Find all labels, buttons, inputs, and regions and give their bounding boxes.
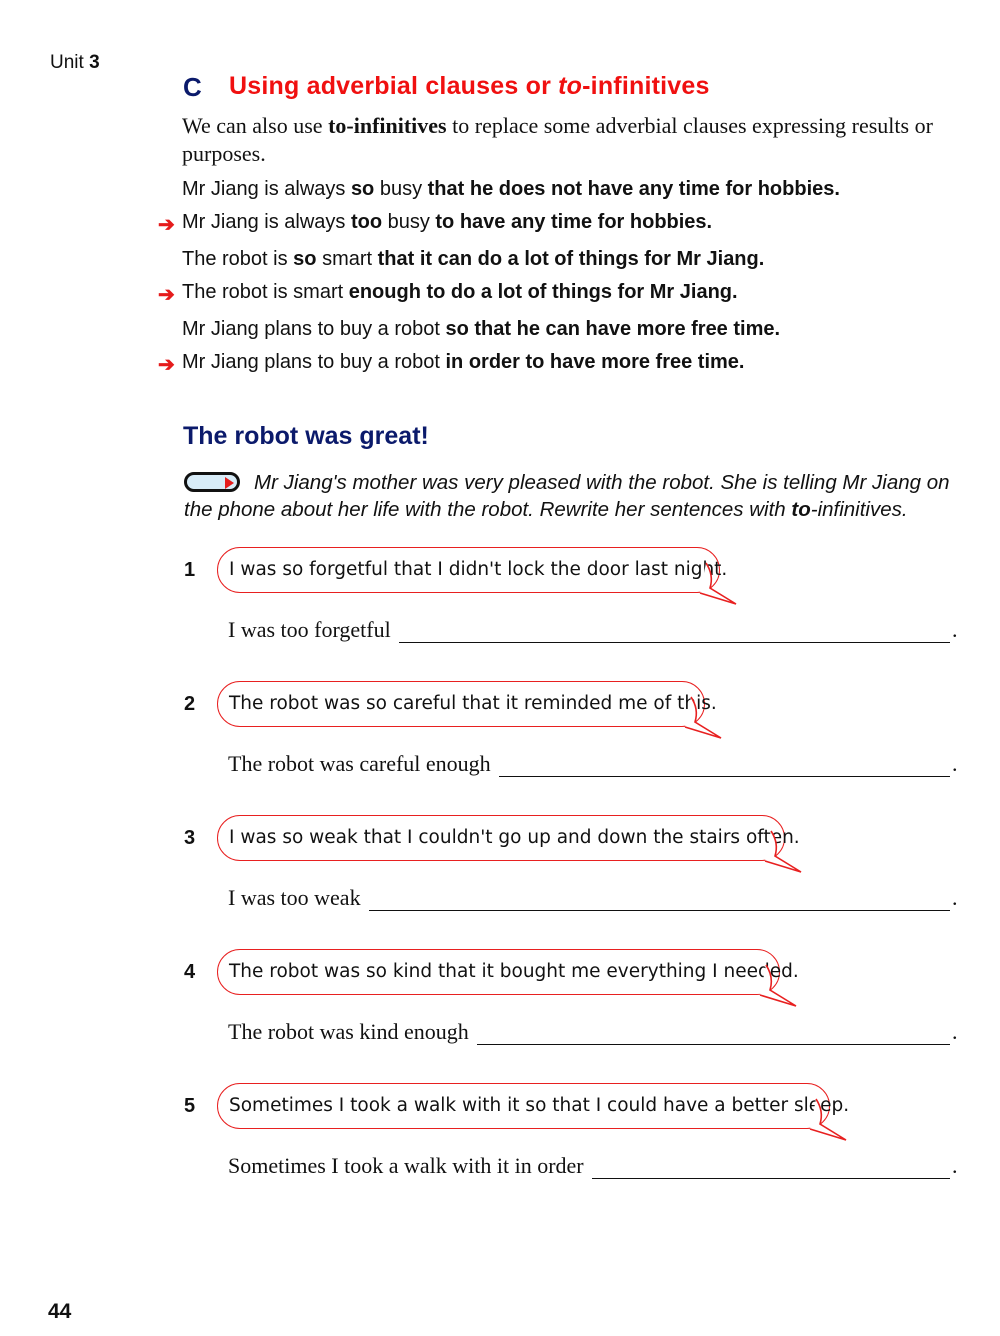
bubble-tail xyxy=(691,697,731,737)
bubble-tail xyxy=(706,563,746,603)
bubble-tail xyxy=(771,831,811,871)
answer-row xyxy=(228,751,958,777)
unit-number: 3 xyxy=(89,52,100,73)
arrow-icon: ➔ xyxy=(158,214,175,236)
answer-prompt: The robot was careful enough xyxy=(228,751,491,776)
instruction-bold: to xyxy=(791,498,811,521)
bubble-sentence: I was so forgetful that I didn't lock the door last night. xyxy=(229,559,728,580)
arrow-icon: ➔ xyxy=(158,354,175,376)
bubble-tail xyxy=(816,1099,856,1139)
answer-row xyxy=(228,617,958,643)
example-bold-segment: so xyxy=(293,248,317,270)
title-italic: to xyxy=(558,72,583,100)
speech-bubble xyxy=(217,1083,850,1129)
answer-blank[interactable] xyxy=(477,1024,950,1045)
answer-end: . xyxy=(952,885,958,910)
answer-blank[interactable] xyxy=(369,890,950,911)
item-number: 3 xyxy=(184,827,196,849)
example-segment: smart xyxy=(316,248,378,270)
example-bold-segment: in order to have more free time. xyxy=(445,351,745,373)
answer-end: . xyxy=(952,1153,958,1178)
example-original xyxy=(182,318,780,341)
answer-prompt: Sometimes I took a walk with it in order xyxy=(228,1153,584,1178)
example-bold-segment: so xyxy=(350,178,375,200)
item-number: 2 xyxy=(184,693,196,715)
section-letter: C xyxy=(183,72,202,102)
answer-row xyxy=(228,1019,958,1045)
unit-text: Unit xyxy=(50,52,84,73)
section-title xyxy=(229,72,710,101)
example-rewritten xyxy=(182,281,738,304)
bubble-sentence: Sometimes I took a walk with it so that I could have a better sleep. xyxy=(229,1095,850,1116)
answer-blank[interactable] xyxy=(399,622,950,643)
speech-bubble xyxy=(217,949,799,995)
answer-blank[interactable] xyxy=(592,1158,950,1179)
example-segment: busy xyxy=(382,211,436,233)
exercise-title: The robot was great! xyxy=(183,422,429,450)
example-bold-segment: to have any time for hobbies. xyxy=(435,211,713,233)
example-original xyxy=(182,248,764,271)
example-original xyxy=(182,178,840,201)
bubble-sentence: I was so weak that I couldn't go up and down the stairs often. xyxy=(229,827,800,848)
title-part: -infinitives xyxy=(582,72,710,100)
speech-bubble xyxy=(217,547,728,593)
intro-bold: to-infinitives xyxy=(328,113,447,138)
example-segment: Mr Jiang plans to buy a robot xyxy=(182,318,446,340)
bubble-sentence: The robot was so kind that it bought me everything I needed. xyxy=(229,961,799,982)
speech-bubble xyxy=(217,815,800,861)
instruction-text: Mr Jiang's mother was very pleased with the robot. She is telling Mr Jiang on the phone about her life with the robot. Rewrite her sentences with xyxy=(184,471,950,521)
example-segment: The robot is smart xyxy=(182,281,349,303)
item-number: 1 xyxy=(184,559,196,581)
page-number: 44 xyxy=(48,1300,72,1323)
example-bold-segment: so that he can have more free time. xyxy=(445,318,781,340)
example-segment: Mr Jiang plans to buy a robot xyxy=(182,351,446,373)
answer-row xyxy=(228,1153,958,1179)
example-segment: busy xyxy=(374,178,428,200)
answer-blank[interactable] xyxy=(499,756,950,777)
item-number: 5 xyxy=(184,1095,196,1117)
intro-text: to replace some adverbial clauses expressing results or purposes. xyxy=(182,113,933,166)
example-segment: The robot is xyxy=(182,248,294,270)
example-bold-segment: that it can do a lot of things for Mr Jiang. xyxy=(377,248,765,270)
speech-bubble xyxy=(217,681,717,727)
bubble-sentence: The robot was so careful that it reminded me of this. xyxy=(229,693,717,714)
answer-end: . xyxy=(952,617,958,642)
exercise-instruction xyxy=(184,469,964,523)
example-rewritten xyxy=(182,211,712,234)
item-number: 4 xyxy=(184,961,196,983)
answer-end: . xyxy=(952,1019,958,1044)
example-bold-segment: enough to do a lot of things for Mr Jiang. xyxy=(348,281,738,303)
intro-text: We can also use xyxy=(182,113,329,138)
instruction-text: -infinitives. xyxy=(810,498,908,521)
unit-label xyxy=(50,52,100,74)
example-bold-segment: that he does not have any time for hobbies. xyxy=(427,178,840,200)
bubble-tail xyxy=(766,965,806,1005)
answer-prompt: I was too weak xyxy=(228,885,361,910)
example-rewritten xyxy=(182,351,744,374)
answer-end: . xyxy=(952,751,958,776)
example-bold-segment: too xyxy=(350,211,383,233)
arrow-icon: ➔ xyxy=(158,284,175,306)
example-segment: Mr Jiang is always xyxy=(182,178,351,200)
example-segment: Mr Jiang is always xyxy=(182,211,351,233)
section-intro xyxy=(182,112,952,168)
answer-prompt: I was too forgetful xyxy=(228,617,391,642)
title-part: Using adverbial clauses or xyxy=(229,72,559,100)
answer-row xyxy=(228,885,958,911)
answer-prompt: The robot was kind enough xyxy=(228,1019,469,1044)
